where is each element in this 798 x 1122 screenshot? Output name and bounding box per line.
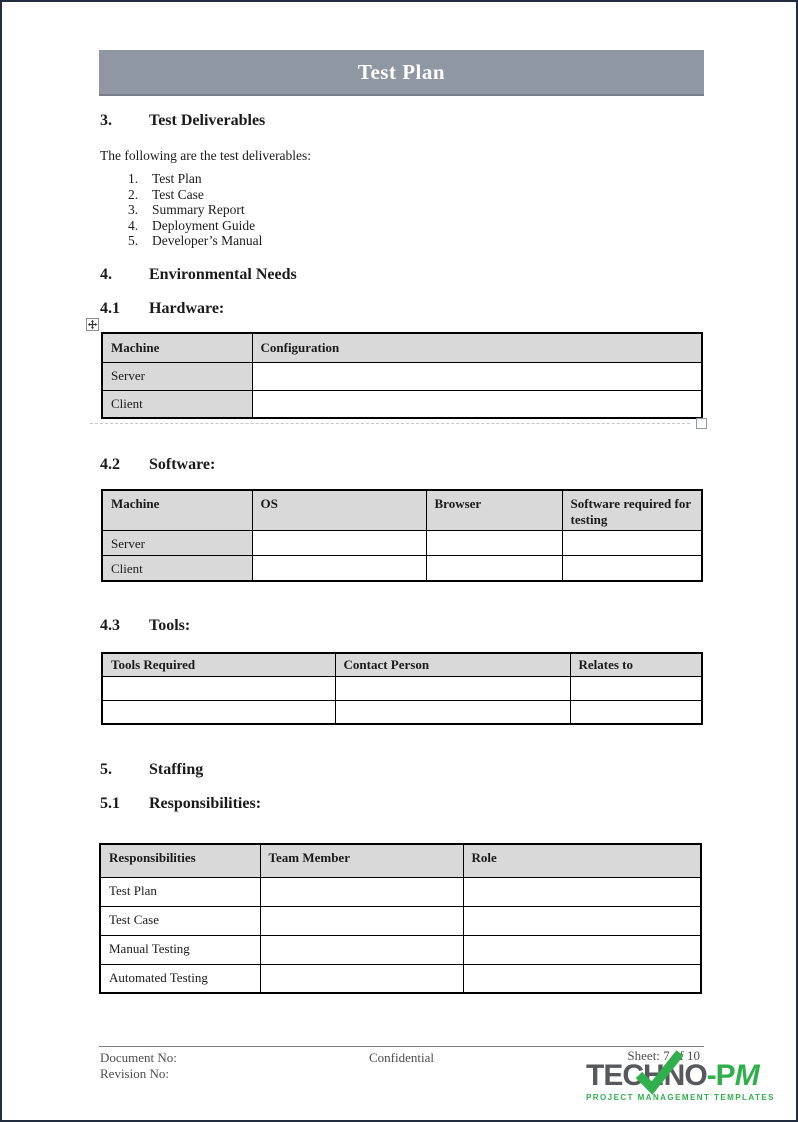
- list-label: Test Case: [152, 186, 204, 202]
- header-cell[interactable]: Contact Person: [335, 653, 570, 676]
- heading-test-deliverables: [100, 112, 265, 130]
- heading-number: 4.1: [100, 300, 120, 317]
- header-cell[interactable]: Browser: [426, 490, 562, 531]
- table-cell[interactable]: [260, 906, 463, 935]
- header-cell[interactable]: Machine: [102, 490, 252, 531]
- table-cell[interactable]: Manual Testing: [100, 935, 260, 964]
- table-cell[interactable]: [335, 700, 570, 724]
- header-cell[interactable]: Configuration: [252, 333, 702, 362]
- logo-text-gray: TECHNO: [586, 1059, 707, 1092]
- table-cell[interactable]: [570, 700, 702, 724]
- page-title: Test Plan: [357, 59, 446, 84]
- logo-text-m: M: [734, 1059, 759, 1092]
- table-row: [100, 877, 701, 906]
- table-cell[interactable]: [463, 964, 701, 993]
- header-cell[interactable]: Relates to: [570, 653, 702, 676]
- table-cell[interactable]: Server: [102, 531, 252, 556]
- heading-text: Staffing: [149, 761, 204, 778]
- list-number: 1.: [128, 171, 139, 186]
- table-row: [102, 362, 702, 390]
- table-cell[interactable]: Server: [102, 362, 252, 390]
- heading-text: Hardware:: [149, 300, 225, 317]
- heading-hardware: [100, 300, 224, 318]
- table-row: [102, 390, 702, 418]
- table-header-row: [102, 653, 702, 676]
- table-row: [100, 964, 701, 993]
- tools-table: [101, 652, 703, 725]
- confidential-label: Confidential: [369, 1050, 434, 1065]
- logo-tagline: PROJECT MANAGEMENT TEMPLATES: [586, 1093, 775, 1102]
- list-number: 5.: [128, 233, 139, 249]
- table-row: [102, 676, 702, 700]
- logo-dash: -: [706, 1059, 716, 1092]
- sheet-number: Sheet: 7 of 10: [627, 1048, 700, 1063]
- deliverables-intro: The following are the test deliverables:: [100, 148, 312, 163]
- heading-text: Environmental Needs: [149, 266, 297, 283]
- list-item: [128, 171, 262, 187]
- table-cell[interactable]: [260, 935, 463, 964]
- table-cell[interactable]: [260, 877, 463, 906]
- table-cell[interactable]: Test Case: [100, 906, 260, 935]
- logo-text-p: P: [715, 1059, 735, 1092]
- table-row: [100, 906, 701, 935]
- header-cell[interactable]: Team Member: [260, 844, 463, 877]
- table-header-row: [100, 844, 701, 877]
- title-bar: [99, 50, 704, 96]
- list-item: [128, 202, 262, 218]
- document-no-label: Document No:: [100, 1050, 177, 1065]
- table-cell[interactable]: [102, 700, 335, 724]
- heading-number: 5.1: [100, 795, 120, 812]
- table-move-handle-icon[interactable]: [86, 318, 99, 331]
- table-cell[interactable]: [463, 877, 701, 906]
- table-row: [102, 556, 702, 581]
- table-header-row: [102, 490, 702, 531]
- heading-number: 4.2: [100, 456, 120, 473]
- heading-staffing: [100, 761, 203, 779]
- header-cell[interactable]: OS: [252, 490, 426, 531]
- table-cell[interactable]: [463, 906, 701, 935]
- heading-number: 3.: [100, 112, 112, 129]
- responsibilities-table: [99, 843, 702, 994]
- list-item: [128, 218, 262, 234]
- list-number: 4.: [128, 217, 139, 233]
- list-label: Developer’s Manual: [152, 233, 263, 249]
- table-row: [102, 531, 702, 556]
- table-cell[interactable]: [426, 556, 562, 581]
- table-cell[interactable]: [252, 362, 702, 390]
- heading-number: 4.3: [100, 617, 120, 634]
- table-cell[interactable]: [463, 935, 701, 964]
- table-cell[interactable]: [426, 531, 562, 556]
- heading-text: Software:: [149, 456, 216, 473]
- heading-environmental-needs: [100, 266, 297, 284]
- table-cell[interactable]: Automated Testing: [100, 964, 260, 993]
- footer-divider: [99, 1046, 704, 1047]
- table-cell[interactable]: [252, 556, 426, 581]
- table-cell[interactable]: Client: [102, 556, 252, 581]
- logo-wordmark: [586, 1060, 776, 1092]
- heading-text: Tools:: [149, 617, 191, 634]
- heading-responsibilities: [100, 795, 261, 813]
- table-cell[interactable]: Client: [102, 390, 252, 418]
- checkmark-icon: [634, 1048, 686, 1103]
- hardware-table: [101, 332, 703, 419]
- list-item: [128, 187, 262, 203]
- table-cell[interactable]: [562, 531, 702, 556]
- table-cell[interactable]: [335, 676, 570, 700]
- list-label: Summary Report: [152, 202, 245, 218]
- heading-text: Test Deliverables: [149, 112, 266, 129]
- list-number: 2.: [128, 186, 139, 202]
- heading-text: Responsibilities:: [149, 795, 262, 812]
- table-cell[interactable]: [260, 964, 463, 993]
- deliverables-list: [128, 171, 262, 249]
- table-cell[interactable]: Test Plan: [100, 877, 260, 906]
- list-item: [128, 233, 262, 249]
- heading-tools: [100, 617, 190, 635]
- table-cell[interactable]: [102, 676, 335, 700]
- table-cell[interactable]: [252, 390, 702, 418]
- table-cell[interactable]: [252, 531, 426, 556]
- table-row: [102, 700, 702, 724]
- list-label: Deployment Guide: [152, 217, 256, 233]
- software-table: [101, 489, 703, 582]
- revision-no-label: Revision No:: [100, 1066, 169, 1081]
- technopm-logo: [586, 1060, 776, 1102]
- table-anchor-line: [90, 423, 690, 424]
- table-resize-handle[interactable]: [696, 418, 707, 429]
- list-number: 3.: [128, 202, 139, 218]
- list-label: Test Plan: [152, 171, 202, 186]
- header-cell[interactable]: Role: [463, 844, 701, 877]
- heading-number: 4.: [100, 266, 112, 283]
- header-cell[interactable]: Tools Required: [102, 653, 335, 676]
- heading-number: 5.: [100, 761, 112, 778]
- heading-software: [100, 456, 215, 474]
- header-cell[interactable]: Responsibilities: [100, 844, 260, 877]
- table-cell[interactable]: [570, 676, 702, 700]
- header-cell[interactable]: Machine: [102, 333, 252, 362]
- table-row: [100, 935, 701, 964]
- table-header-row: [102, 333, 702, 362]
- table-cell[interactable]: [562, 556, 702, 581]
- header-cell[interactable]: Software required for testing: [562, 490, 702, 531]
